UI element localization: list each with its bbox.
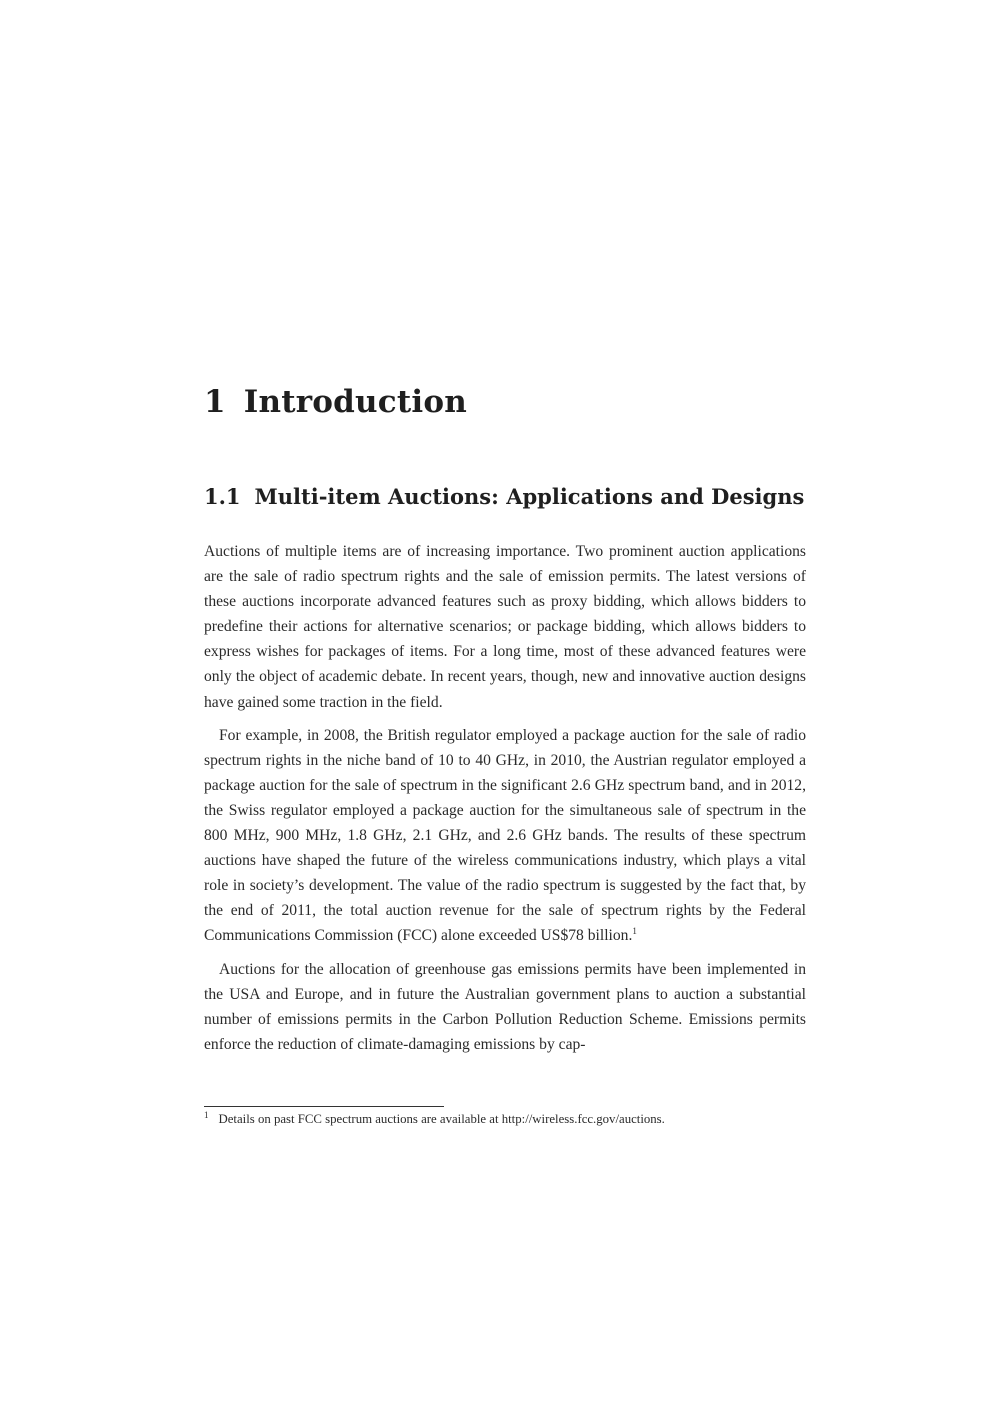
section-number: 1.1 [204,484,241,509]
paragraph-3: Auctions for the allocation of greenhouse gas emissions permits have been implemented in the USA and Europe, and in future the Australian government plans to auction a substantial number of emissions permits in the Carbon Pollution Reduction Scheme. Emissions permits enforce the reduction of climate-damaging emissions by cap- [204,960,806,1053]
footnote [204,1110,806,1128]
footnote-text: Details on past FCC spectrum auctions are available at http://wireless.fcc.gov/auctions. [218,1112,665,1126]
paragraph-2-text: For example, in 2008, the British regulator employed a package auction for the sale of radio spectrum rights in the niche band of 10 to 40 GHz, in 2010, the Austrian regulator employed a package auction for the sale of spectrum in the significant 2.6 GHz spectrum band, and in 2012, the Swiss regulator employed a package auction for the simultaneous sale of spectrum in the 800 MHz, 900 MHz, 1.8 GHz, 2.1 GHz, and 2.6 GHz bands. The results of these spectrum auctions have shaped the future of the wireless communications industry, which plays a vital role in society’s development. The value of the radio spectrum is suggested by the fact that, by the end of 2011, the total auction revenue for the sale of spectrum rights by the Federal Communications Commission (FCC) alone exceeded US$78 billion. [204,726,806,945]
footnote-mark: 1 [204,1109,209,1120]
chapter-number: 1 [204,384,226,420]
chapter-title: Introduction [243,384,467,420]
section-title: Multi-item Auctions: Applications and Designs [254,484,805,509]
chapter-heading [204,384,467,420]
paragraph-1: Auctions of multiple items are of increasing importance. Two prominent auction applications are the sale of radio spectrum rights and the sale of emission permits. The latest versions of these auctions incorporate advanced features such as proxy bidding, which allows bidders to predefine their actions for alternative scenarios; or package bidding, which allows bidders to express wishes for packages of items. For a long time, most of these advanced features were only the object of academic debate. In recent years, though, new and innovative auction designs have gained some traction in the field. [204,543,806,711]
body-text [204,539,806,1065]
footnote-divider [204,1106,444,1107]
footnote-reference: 1 [632,926,637,937]
section-heading [204,484,804,509]
paragraph-2 [204,723,806,949]
